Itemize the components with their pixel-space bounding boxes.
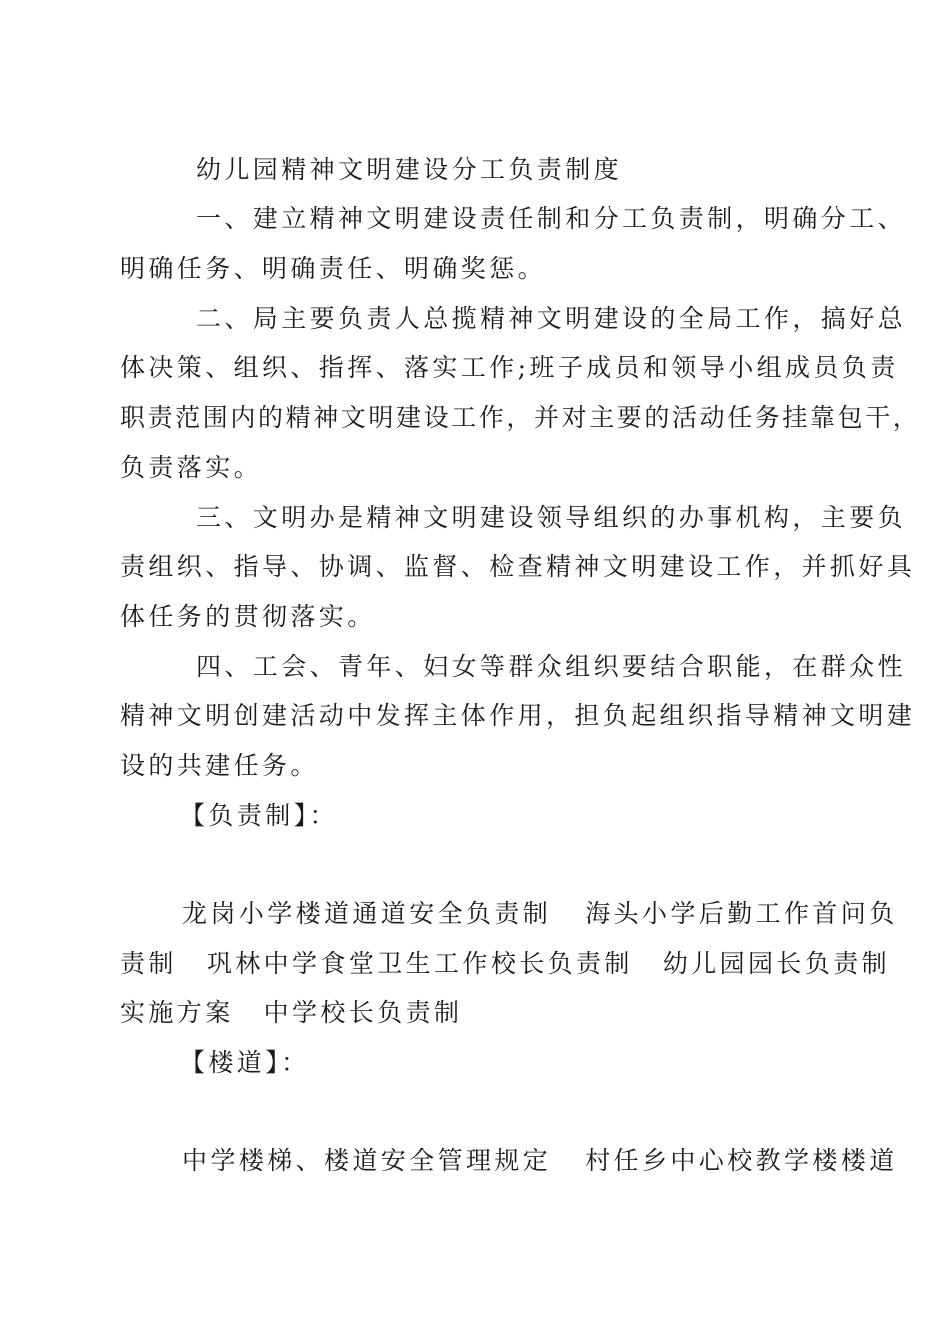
paragraph-4-line-1: 四、工会、青年、妇女等群众组织要结合职能，在群众性 — [196, 652, 907, 681]
related-links-line-2 — [120, 948, 890, 980]
paragraph-3-line-1: 三、文明办是精神文明建设领导组织的办事机构，主要负 — [196, 503, 907, 532]
paragraph-1-line-2: 明确任务、明确责任、明确奖惩。 — [120, 254, 547, 283]
paragraph-1-line-1: 一、建立精神文明建设责任制和分工负责制，明确分工、 — [196, 204, 907, 233]
paragraph-4-line-3: 设的共建任务。 — [120, 751, 319, 780]
paragraph-3-line-2: 责组织、指导、协调、监督、检查精神文明建设工作，并抓好具 — [120, 552, 916, 581]
related-link[interactable]: 实施方案 — [120, 998, 234, 1027]
paragraph-2-line-1: 二、局主要负责人总揽精神文明建设的全局工作，搞好总 — [196, 304, 907, 333]
paragraph-2-line-3: 职责范围内的精神文明建设工作，并对主要的活动任务挂靠包干， — [120, 403, 921, 432]
related-link[interactable]: 巩林中学食堂卫生工作校长负责制 — [206, 949, 633, 978]
paragraph-3-line-3: 体任务的贯彻落实。 — [120, 602, 376, 631]
related-link[interactable]: 中学楼梯、楼道安全管理规定 — [182, 1146, 552, 1175]
document-title: 幼儿园精神文明建设分工负责制度 — [196, 155, 623, 184]
paragraph-2-line-4: 负责落实。 — [120, 453, 263, 482]
related-link[interactable]: 村任乡中心校教学楼楼道 — [585, 1146, 898, 1175]
related-link[interactable]: 海头小学后勤工作首问负 — [585, 899, 898, 928]
related-link[interactable]: 责制 — [120, 949, 177, 978]
related-link[interactable]: 龙岗小学楼道通道安全负责制 — [182, 899, 552, 928]
related-links-line-4 — [182, 1145, 898, 1177]
related-link[interactable]: 幼儿园园长负责制 — [662, 949, 891, 978]
related-links-line-3 — [120, 997, 462, 1029]
related-links-line-1 — [182, 898, 898, 930]
related-link[interactable]: 中学校长负责制 — [263, 998, 463, 1027]
section-heading-corridor: 【楼道】： — [180, 1048, 310, 1077]
paragraph-2-line-2: 体决策、组织、指挥、落实工作;班子成员和领导小组成员负责 — [120, 353, 899, 382]
section-heading-responsibility: 【负责制】： — [180, 801, 338, 830]
paragraph-4-line-2: 精神文明创建活动中发挥主体作用，担负起组织指导精神文明建 — [120, 701, 916, 730]
